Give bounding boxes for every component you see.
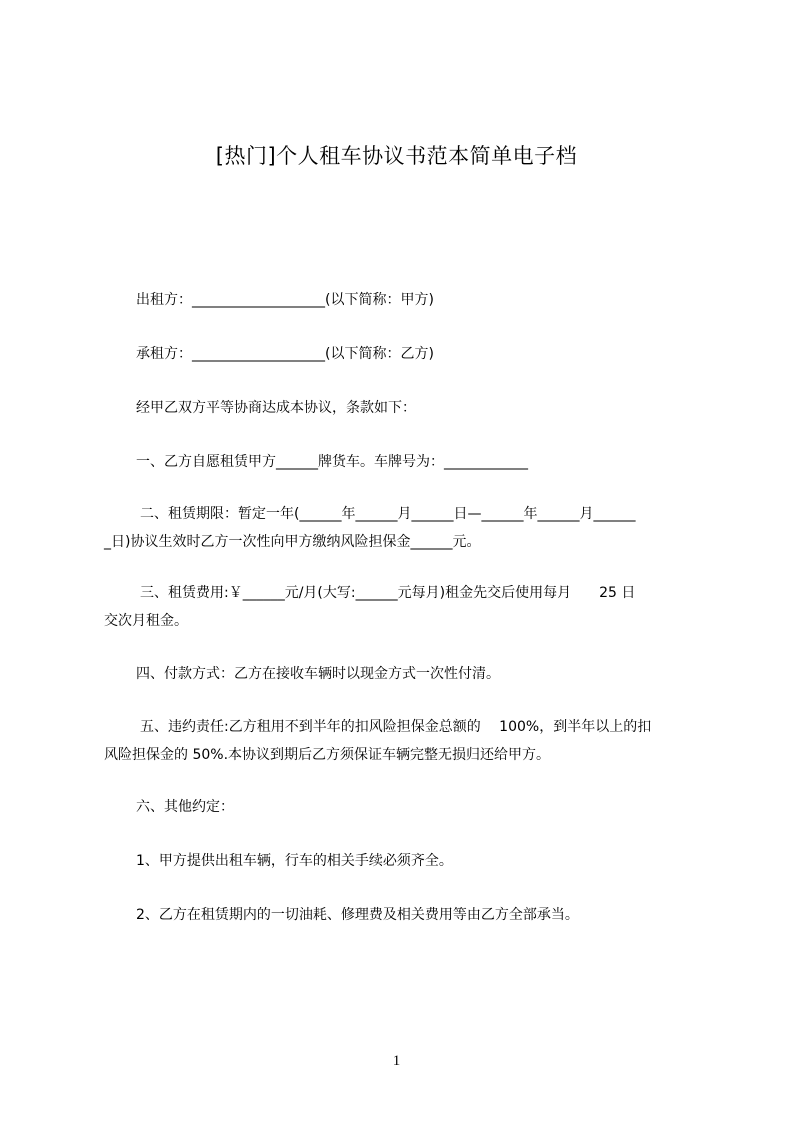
lessor-line: 出租方：___________________(以下简称：甲方) (136, 292, 434, 308)
clause-5-line-1: 五、违约责任:乙方租用不到半年的扣风险担保金总额的 100%，到半年以上的扣 (140, 719, 652, 735)
clause-1: 一、乙方自愿租赁甲方______牌货车。车牌号为：____________ (136, 454, 528, 470)
document-title: [热门]个人租车协议书范本简单电子档 (215, 144, 578, 168)
clause-5-line-2: 风险担保金的 50%.本协议到期后乙方须保证车辆完整无损归还给甲方。 (104, 747, 551, 763)
lessee-line: 承租方：___________________(以下简称：乙方) (136, 346, 434, 362)
clause-2-line-1: 二、租赁期限：暂定一年(______年______月______日—______年______月______ (140, 506, 636, 522)
clause-2-line-2: _日)协议生效时乙方一次性向甲方缴纳风险担保金______元。 (104, 534, 481, 550)
page-number: 1 (392, 1053, 401, 1069)
other-item-2: 2、乙方在租赁期内的一切油耗、修理费及相关费用等由乙方全部承当。 (136, 907, 579, 923)
clause-6: 六、其他约定： (136, 799, 234, 815)
clause-5 (104, 713, 704, 769)
clause-4: 四、付款方式：乙方在接收车辆时以现金方式一次性付清。 (136, 666, 500, 682)
clause-3 (104, 579, 704, 635)
intro-paragraph: 经甲乙双方平等协商达成本协议，条款如下： (136, 400, 416, 416)
other-item-1: 1、甲方提供出租车辆，行车的相关手续必须齐全。 (136, 853, 453, 869)
clause-2 (104, 500, 704, 556)
clause-3-line-2: 交次月租金。 (104, 613, 188, 629)
clause-3-line-1: 三、租赁费用:￥______元/月(大写:______元每月)租金先交后使用每月 25 日 (140, 585, 636, 601)
